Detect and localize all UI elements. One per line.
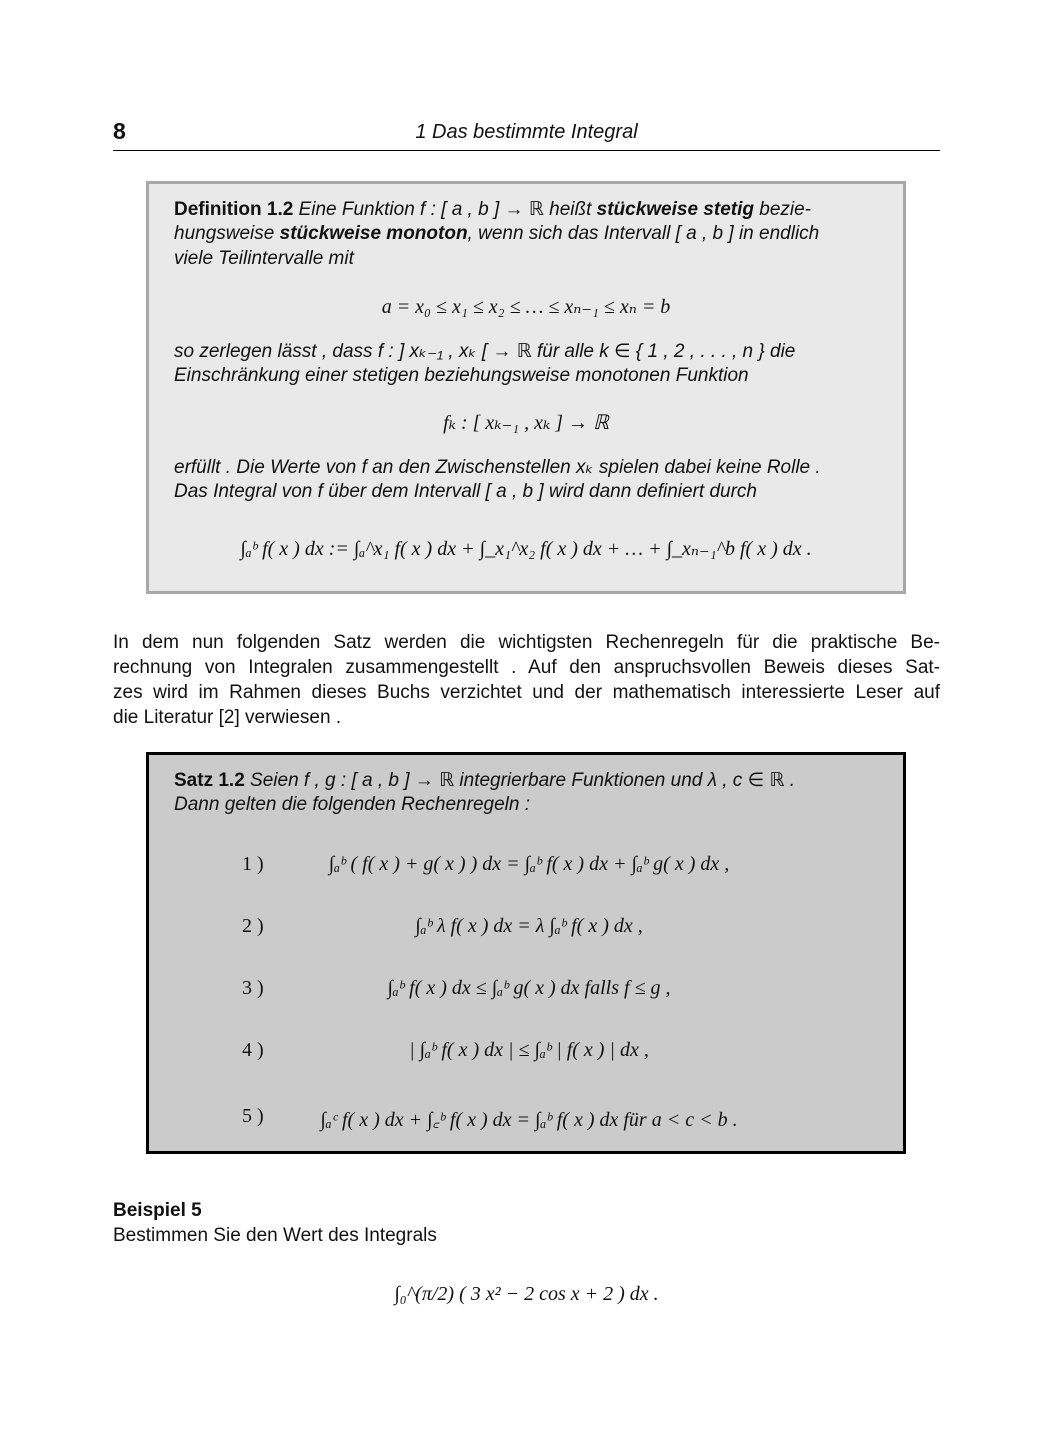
rule-formula: ∫ₐᵇ λ f( x ) dx = λ ∫ₐᵇ f( x ) dx , bbox=[415, 915, 643, 937]
definition-box bbox=[146, 181, 906, 594]
theorem-box bbox=[146, 752, 906, 1154]
definition-text-1: Eine Funktion f : [ a , b ] → ℝ heißt bbox=[298, 199, 597, 220]
definition-line-6: erfüllt . Die Werte von f an den Zwischenstellen xₖ spielen dabei keine Rolle . bbox=[174, 457, 821, 478]
term-stueckweise-stetig: stückweise stetig bbox=[596, 199, 754, 220]
rule-label: 1 ) bbox=[242, 853, 264, 875]
partition-formula: a = x₀ ≤ x₁ ≤ x₂ ≤ … ≤ xₙ₋₁ ≤ xₙ = b bbox=[381, 296, 671, 318]
rule-formula: ∫ₐᵇ f( x ) dx ≤ ∫ₐᵇ g( x ) dx falls f ≤ g , bbox=[387, 977, 671, 999]
paragraph-line: In dem nun folgenden Satz werden die wichtigsten Rechenregeln für die praktische Be- bbox=[113, 632, 940, 653]
definition-text-1-end: bezie- bbox=[753, 199, 812, 220]
paragraph-line: zes wird im Rahmen dieses Buchs verzichtet und der mathematisch interessierte Leser auf bbox=[113, 682, 940, 703]
definition-line-3: viele Teilintervalle mit bbox=[174, 248, 354, 269]
integral-definition-formula: ∫ₐᵇ f( x ) dx := ∫ₐ^x₁ f( x ) dx + ∫_x₁^x₂ f( x ) dx + … + ∫_xₙ₋₁^b f( x ) dx . bbox=[240, 538, 812, 560]
definition-line-1 bbox=[174, 198, 811, 221]
definition-text-2: , wenn sich das Intervall [ a , b ] in endlich bbox=[467, 223, 820, 244]
page-number: 8 bbox=[113, 118, 126, 144]
chapter-title: 1 Das bestimmte Integral bbox=[415, 121, 638, 143]
theorem-label: Satz 1.2 bbox=[174, 770, 245, 791]
rule-label: 4 ) bbox=[242, 1039, 264, 1061]
theorem-text-1: Seien f , g : [ a , b ] → ℝ integrierbare Funktionen und λ , c ∈ ℝ . bbox=[250, 770, 796, 791]
term-stueckweise-monoton: stückweise monoton bbox=[279, 223, 468, 244]
definition-label: Definition 1.2 bbox=[174, 199, 294, 220]
definition-line-7: Das Integral von f über dem Intervall [ a , b ] wird dann definiert durch bbox=[174, 481, 757, 502]
example-text: Bestimmen Sie den Wert des Integrals bbox=[113, 1225, 437, 1246]
rule-label: 3 ) bbox=[242, 977, 264, 999]
definition-line-4: so zerlegen lässt , dass f : ] xₖ₋₁ , xₖ [ → ℝ für alle k ∈ { 1 , 2 , . . . , n } die bbox=[174, 341, 796, 362]
definition-line-2 bbox=[174, 223, 819, 245]
rule-label: 2 ) bbox=[242, 915, 264, 937]
paragraph-line: rechnung von Integralen zusammengestellt . Auf den anspruchsvollen Beweis dieses Sat- bbox=[113, 657, 940, 678]
paragraph-line: die Literatur [2] verwiesen . bbox=[113, 707, 342, 728]
rule-label: 5 ) bbox=[242, 1105, 264, 1127]
restriction-formula: fₖ : [ xₖ₋₁ , xₖ ] → ℝ bbox=[443, 412, 609, 434]
body-paragraph bbox=[113, 630, 940, 730]
rule-formula: ∫ₐᵇ ( f( x ) + g( x ) ) dx = ∫ₐᵇ f( x ) dx + ∫ₐᵇ g( x ) dx , bbox=[328, 853, 730, 875]
definition-text-2-start: hungsweise bbox=[174, 223, 280, 244]
theorem-line-1 bbox=[174, 769, 795, 792]
theorem-line-2: Dann gelten die folgenden Rechenregeln : bbox=[174, 794, 530, 815]
example-formula: ∫₀^(π/2) ( 3 x² − 2 cos x + 2 ) dx . bbox=[394, 1283, 659, 1305]
rule-formula: ∫ₐᶜ f( x ) dx + ∫꜀ᵇ f( x ) dx = ∫ₐᵇ f( x ) dx für a < c < b . bbox=[320, 1109, 738, 1131]
definition-line-5: Einschränkung einer stetigen beziehungsweise monotonen Funktion bbox=[174, 365, 749, 386]
header-rule bbox=[113, 150, 940, 151]
example-title: Beispiel 5 bbox=[113, 1200, 202, 1221]
rule-formula: | ∫ₐᵇ f( x ) dx | ≤ ∫ₐᵇ | f( x ) | dx , bbox=[409, 1039, 649, 1061]
